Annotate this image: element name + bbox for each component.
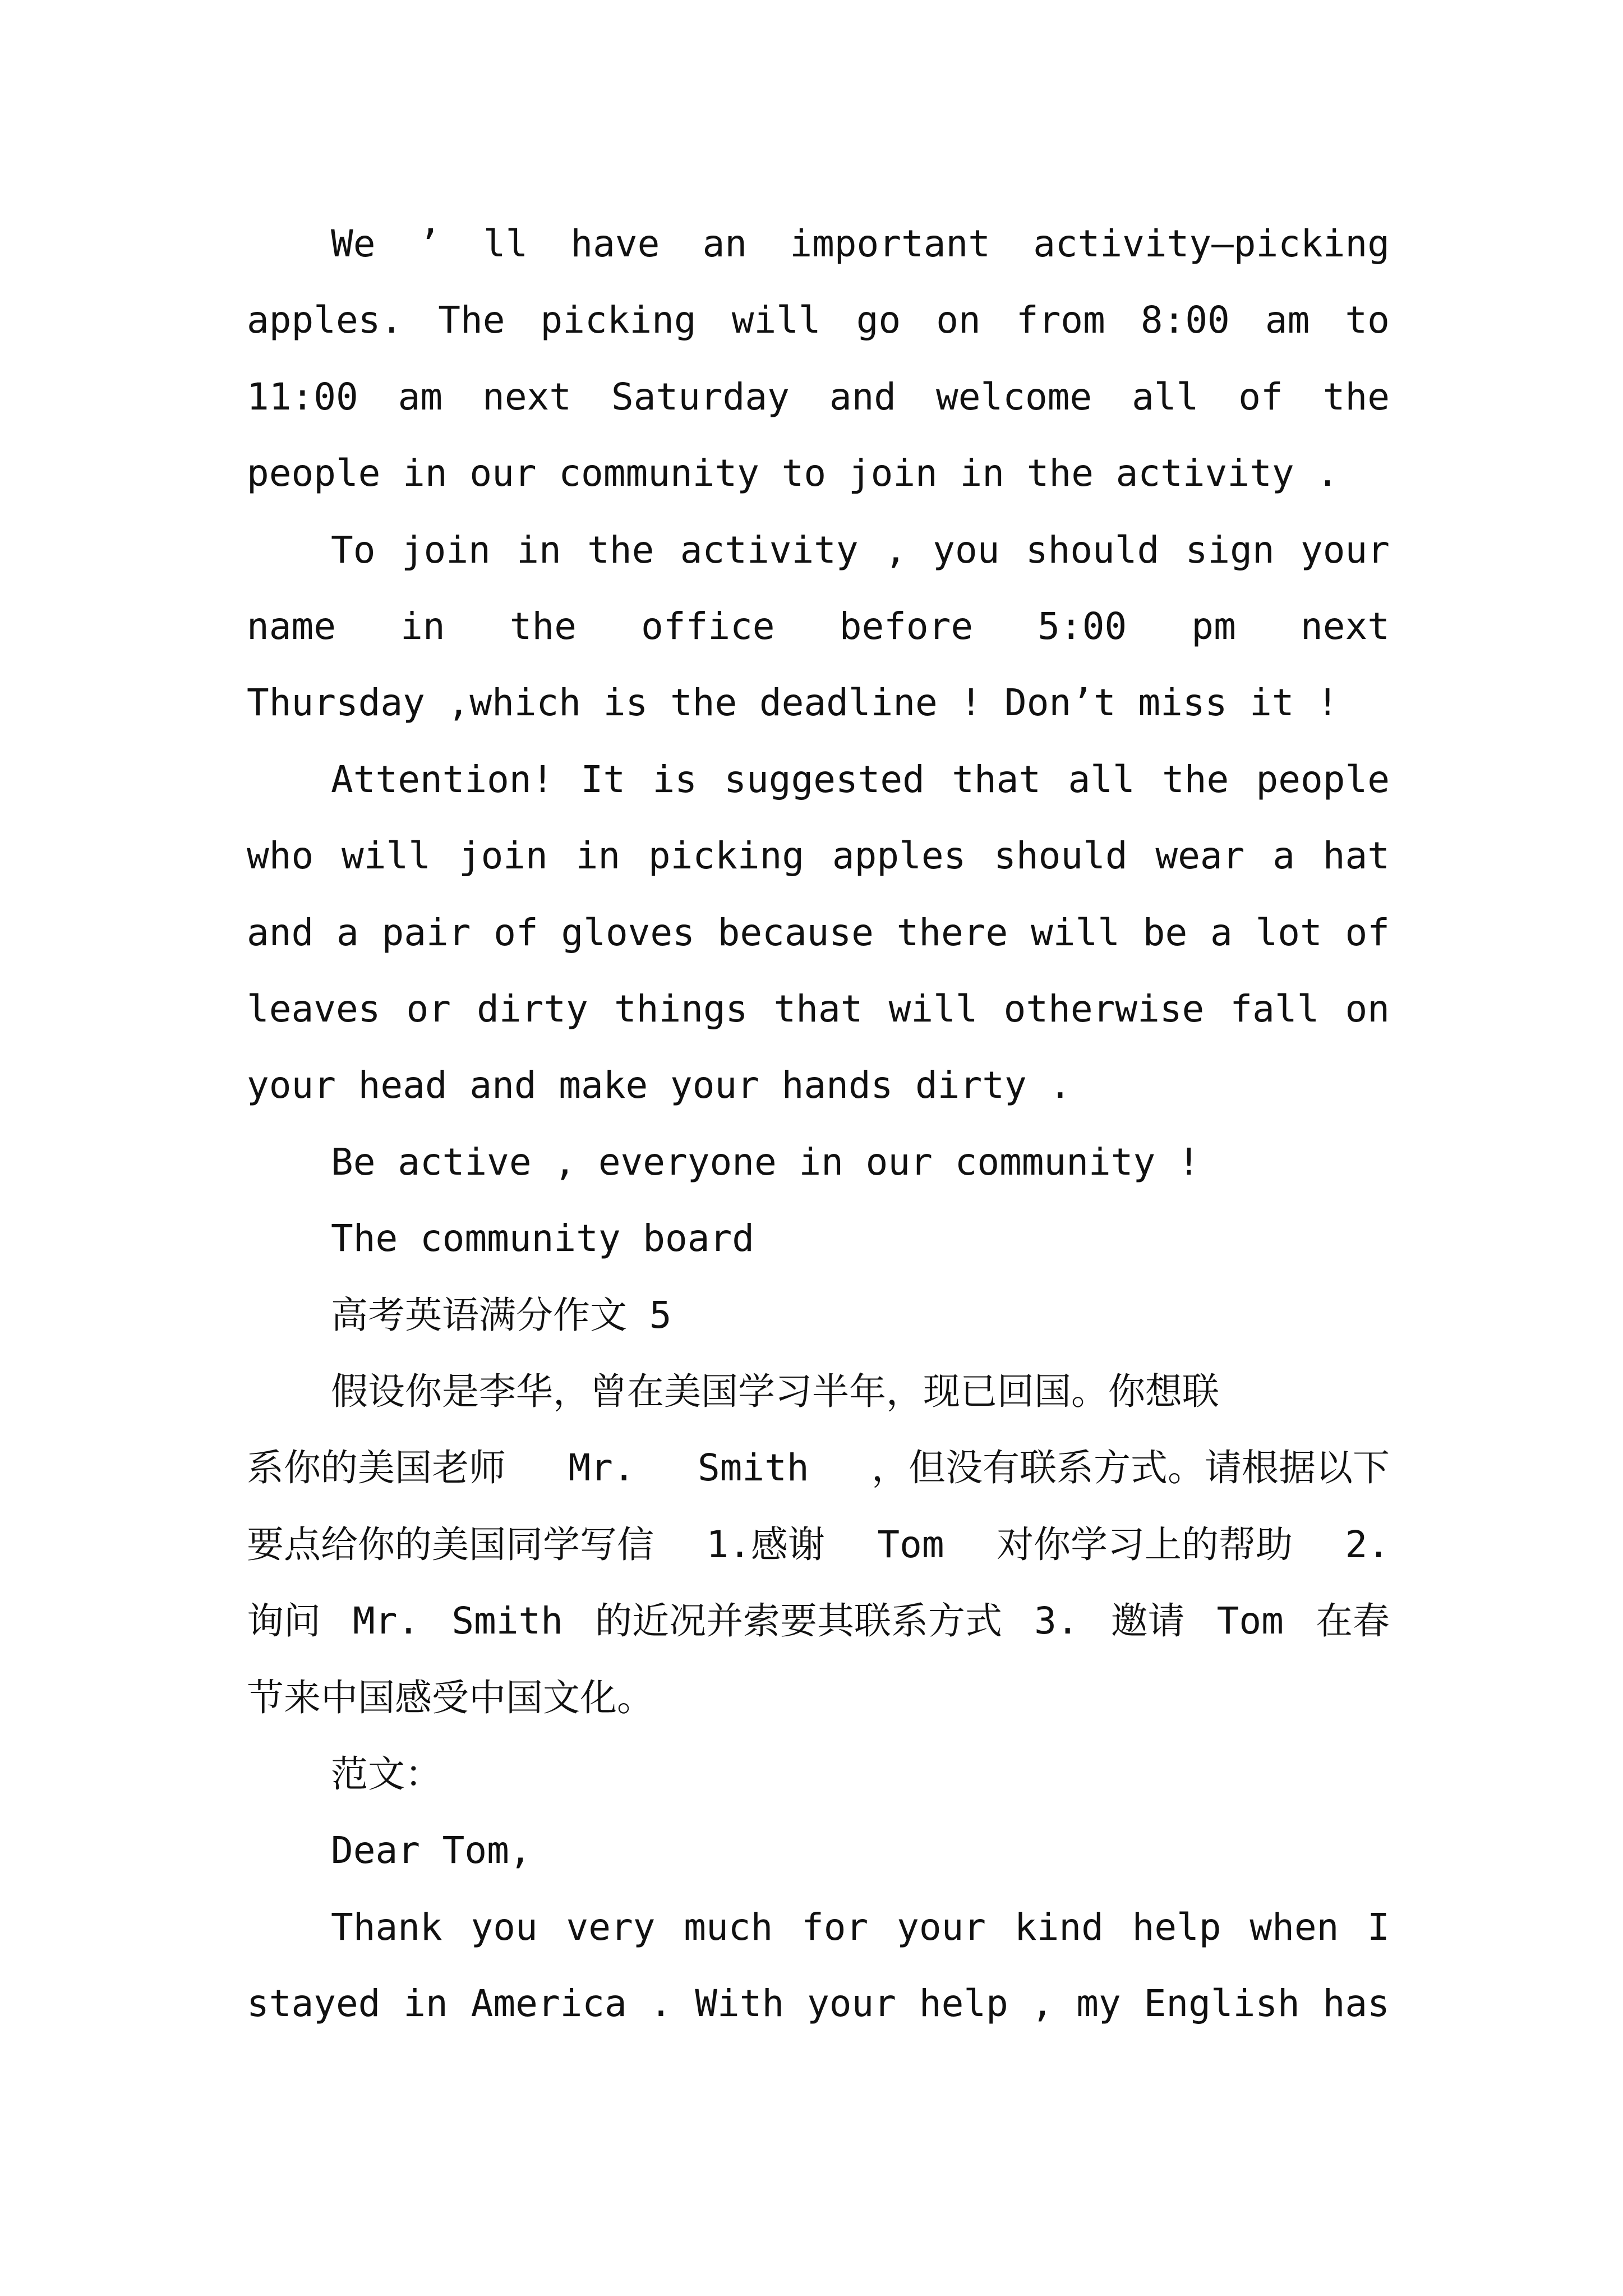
word: should (1025, 528, 1160, 572)
text-line (247, 1437, 1390, 1499)
word: ’ (418, 222, 441, 265)
text-line (247, 1973, 1390, 2035)
word: Tom (877, 1523, 944, 1566)
word: . (649, 1982, 672, 2025)
word: on (936, 298, 981, 342)
section-heading: 高考英语满分作文 5 (331, 1294, 672, 1337)
text-line: 节来中国感受中国文化。 (247, 1676, 654, 1719)
word: lot (1255, 911, 1322, 954)
word: gloves (561, 911, 695, 954)
word: help (919, 1982, 1008, 2025)
word: , (884, 528, 907, 572)
word: suggested (724, 758, 925, 801)
word: 5:00 (1038, 605, 1127, 648)
word: for (801, 1906, 869, 1949)
word: apples. (247, 298, 403, 342)
sample-essay-label: 范文： (331, 1752, 442, 1796)
word: join (401, 528, 491, 572)
text-line (247, 1514, 1390, 1576)
word: when (1249, 1906, 1339, 1949)
word: pm (1191, 605, 1236, 648)
word: in (403, 1982, 448, 2025)
word: Smith (697, 1446, 809, 1489)
word: a (336, 911, 359, 954)
text-line (247, 366, 1390, 428)
word: the (587, 528, 654, 572)
word: 8:00 (1140, 298, 1230, 342)
word: will (731, 298, 821, 342)
word: ，但没有联系方式。请根据以下 (871, 1446, 1390, 1489)
word: you (933, 528, 1000, 572)
word: an (702, 222, 748, 265)
word: is (652, 758, 697, 801)
word: before (839, 605, 974, 648)
word: stayed (247, 1982, 381, 2025)
text-line (247, 978, 1390, 1040)
word: of (1345, 911, 1390, 954)
word: To (331, 528, 376, 572)
word: activity (680, 528, 859, 572)
word: 询问 (247, 1599, 321, 1642)
word: dirty (477, 987, 588, 1030)
word: 的近况并索要其联系方式 (595, 1599, 1003, 1642)
word: We (331, 222, 376, 265)
word: I (1367, 1906, 1390, 1949)
text-line (247, 825, 1390, 887)
word: Smith (451, 1599, 563, 1642)
word: With (695, 1982, 785, 2025)
word: have (570, 222, 660, 265)
word: a (1210, 911, 1233, 954)
word: from (1016, 298, 1105, 342)
word: important (790, 222, 990, 265)
word: welcome (936, 375, 1092, 418)
word: you (471, 1906, 538, 1949)
word: help (1132, 1906, 1221, 1949)
word: in (400, 605, 445, 648)
text-line: Be active , everyone in our community ! (331, 1140, 1200, 1184)
word: things (614, 987, 748, 1030)
word: and (829, 375, 897, 418)
word: Attention! (331, 758, 554, 801)
word: , (1031, 1982, 1054, 2025)
text-line: Thursday ,which is the deadline ! Don’t miss it ! (247, 681, 1339, 724)
word: 系你的美国老师 (247, 1446, 506, 1489)
word: It (580, 758, 626, 801)
word: of (494, 911, 538, 954)
word: has (1322, 1982, 1390, 2025)
word: be (1142, 911, 1188, 954)
text-line (247, 1590, 1390, 1652)
word: your (807, 1982, 897, 2025)
word: that (773, 987, 863, 1030)
text-line: your head and make your hands dirty . (247, 1064, 1072, 1107)
word: join (458, 834, 548, 877)
word: 邀请 (1110, 1599, 1185, 1642)
word: there (896, 911, 1008, 954)
word: Saturday (611, 375, 790, 418)
text-line (331, 519, 1390, 581)
text-line (331, 213, 1390, 275)
word: pair (381, 911, 471, 954)
word: Mr. (568, 1446, 635, 1489)
word: apples (832, 834, 966, 877)
word: that (952, 758, 1041, 801)
word: 在春 (1315, 1599, 1390, 1642)
word: will (342, 834, 431, 877)
word: Tom (1216, 1599, 1284, 1642)
word: otherwise (1003, 987, 1205, 1030)
word: much (684, 1906, 773, 1949)
word: wear (1155, 834, 1245, 877)
word: fall (1230, 987, 1320, 1030)
word: The (438, 298, 505, 342)
word: will (1031, 911, 1120, 954)
word: all (1132, 375, 1199, 418)
text-line (331, 749, 1390, 811)
word: next (482, 375, 572, 418)
word: 1.感谢 (706, 1523, 825, 1566)
text-line (331, 1897, 1390, 1958)
word: and (247, 911, 314, 954)
word: America (471, 1982, 627, 2025)
word: people (1256, 758, 1390, 801)
word: 11:00 (247, 375, 358, 418)
word: next (1301, 605, 1390, 648)
word: picking (648, 834, 805, 877)
word: because (717, 911, 874, 954)
word: Mr. (353, 1599, 420, 1642)
word: kind (1014, 1906, 1104, 1949)
word: in (575, 834, 621, 877)
word: the (1162, 758, 1229, 801)
word: go (856, 298, 901, 342)
word: office (641, 605, 775, 648)
word: of (1238, 375, 1283, 418)
word: the (509, 605, 577, 648)
word: leaves (247, 987, 381, 1030)
word: all (1068, 758, 1135, 801)
word: sign (1185, 528, 1275, 572)
word: in (517, 528, 561, 572)
word: 假设你是李华，曾在美国学习半年，现已回国。你想联 (331, 1370, 1219, 1413)
word: English (1144, 1982, 1300, 2025)
word: to (1345, 298, 1390, 342)
word: who (247, 834, 314, 877)
word: activity—picking (1033, 222, 1390, 265)
word: a (1272, 834, 1295, 877)
word: your (897, 1906, 986, 1949)
word: will (888, 987, 978, 1030)
word: your (1301, 528, 1390, 572)
word: or (406, 987, 451, 1030)
word: picking (540, 298, 697, 342)
text-line (247, 289, 1390, 351)
signature-line: The community board (331, 1217, 754, 1260)
text-line (247, 902, 1390, 964)
text-line (331, 1361, 1390, 1423)
word: 2. (1345, 1523, 1390, 1566)
word: my (1076, 1982, 1121, 2025)
word: hat (1322, 834, 1390, 877)
word: very (566, 1906, 656, 1949)
word: on (1345, 987, 1390, 1030)
salutation-line: Dear Tom, (331, 1829, 532, 1872)
word: name (247, 605, 336, 648)
word: am (398, 375, 443, 418)
word: should (994, 834, 1128, 877)
word: the (1322, 375, 1390, 418)
text-line (247, 596, 1390, 657)
word: 对你学习上的帮助 (997, 1523, 1293, 1566)
word: 要点给你的美国同学写信 (247, 1523, 654, 1566)
word: am (1265, 298, 1310, 342)
word: Thank (331, 1906, 442, 1949)
word: 3. (1034, 1599, 1079, 1642)
word: ll (483, 222, 528, 265)
text-line: people in our community to join in the activity . (247, 452, 1339, 495)
